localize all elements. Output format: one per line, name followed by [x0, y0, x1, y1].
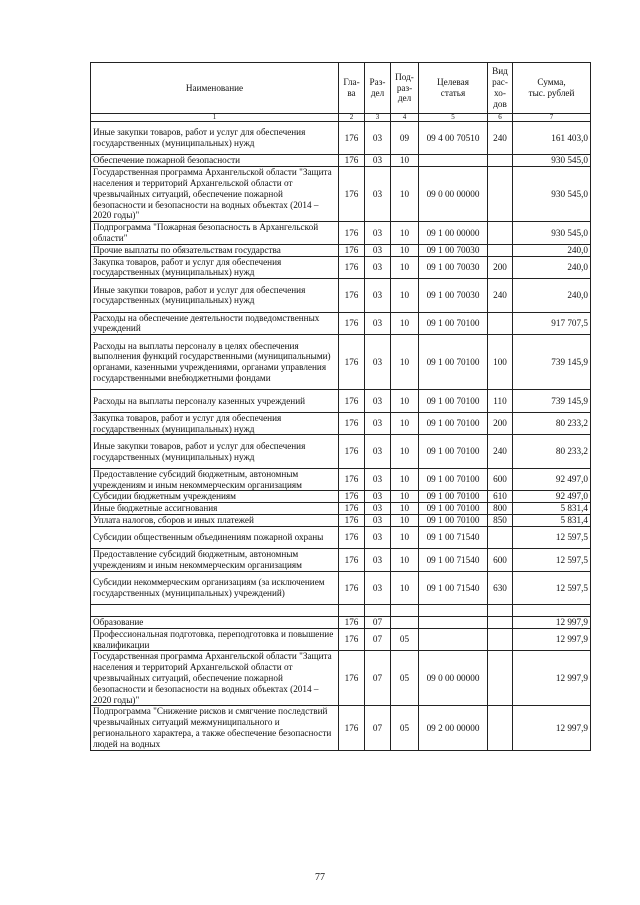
table-row: [91, 167, 591, 222]
row-expense-type: [488, 244, 513, 256]
header-expense-type: Вид рас- хо- дов: [488, 63, 513, 114]
row-subsection: 10: [391, 412, 419, 435]
row-subsection: 05: [391, 628, 419, 651]
row-expense-type: [488, 312, 513, 335]
row-subsection: 10: [391, 244, 419, 256]
row-section: 03: [365, 222, 391, 245]
row-target-article: 09 1 00 70100: [419, 412, 488, 435]
row-name: Прочие выплаты по обязательствам государства: [91, 244, 339, 256]
row-expense-type: [488, 167, 513, 222]
row-name: Государственная программа Архангельской области "Защита населения и территорий Архангельской области от чрезвычайных ситуаций, обеспечение пожарной безопасности и безопасности на водных объектах (2014 – 2020 годы)": [91, 651, 339, 706]
table-row: [91, 279, 591, 312]
row-target-article: 09 1 00 70030: [419, 256, 488, 279]
row-expense-type: [488, 706, 513, 750]
row-chapter: 176: [339, 335, 365, 390]
row-target-article: [419, 605, 488, 617]
row-target-article: [419, 628, 488, 651]
row-name: Подпрограмма "Снижение рисков и смягчение последствий чрезвычайных ситуаций межмуниципального и регионального характера, а также обеспечение безопасности людей на водных: [91, 706, 339, 750]
table-row: [91, 651, 591, 706]
row-name: Профессиональная подготовка, переподготовка и повышение квалификации: [91, 628, 339, 651]
row-subsection: 05: [391, 706, 419, 750]
row-subsection: 09: [391, 122, 419, 155]
row-section: 03: [365, 514, 391, 526]
header-target-article: Целевая статья: [419, 63, 488, 114]
row-sum: 240,0: [513, 244, 591, 256]
row-name: Иные закупки товаров, работ и услуг для обеспечения государственных (муниципальных) нужд: [91, 435, 339, 468]
table-row: [91, 628, 591, 651]
table-row: [91, 390, 591, 413]
table-row: [91, 605, 591, 617]
table-row: [91, 335, 591, 390]
row-expense-type: 240: [488, 279, 513, 312]
row-target-article: [419, 617, 488, 629]
row-chapter: 176: [339, 617, 365, 629]
row-expense-type: 850: [488, 514, 513, 526]
row-expense-type: [488, 617, 513, 629]
row-name: Предоставление субсидий бюджетным, автономным учреждениям и иным некоммерческим организациям: [91, 549, 339, 572]
row-target-article: 09 1 00 70100: [419, 503, 488, 515]
row-name: Расходы на выплаты персоналу казенных учреждений: [91, 390, 339, 413]
row-expense-type: [488, 222, 513, 245]
row-expense-type: [488, 526, 513, 549]
row-section: 07: [365, 628, 391, 651]
row-sum: 12 997,9: [513, 651, 591, 706]
row-subsection: [391, 605, 419, 617]
row-subsection: 10: [391, 256, 419, 279]
row-subsection: 10: [391, 571, 419, 604]
row-sum: 930 545,0: [513, 155, 591, 167]
table-row: [91, 256, 591, 279]
row-subsection: 05: [391, 651, 419, 706]
column-number: 3: [365, 114, 391, 122]
row-sum: 240,0: [513, 279, 591, 312]
column-number: 6: [488, 114, 513, 122]
row-expense-type: 200: [488, 412, 513, 435]
row-sum: 161 403,0: [513, 122, 591, 155]
row-name: Иные закупки товаров, работ и услуг для обеспечения государственных (муниципальных) нужд: [91, 279, 339, 312]
row-section: 03: [365, 390, 391, 413]
row-section: 03: [365, 335, 391, 390]
row-chapter: 176: [339, 651, 365, 706]
header-subsection: Под- раз- дел: [391, 63, 419, 114]
row-target-article: 09 1 00 70100: [419, 468, 488, 491]
row-sum: 739 145,9: [513, 390, 591, 413]
row-name: [91, 605, 339, 617]
row-subsection: 10: [391, 155, 419, 167]
row-chapter: 176: [339, 514, 365, 526]
row-expense-type: [488, 605, 513, 617]
row-name: Субсидии общественным объединениям пожарной охраны: [91, 526, 339, 549]
row-chapter: 176: [339, 503, 365, 515]
row-section: 07: [365, 706, 391, 750]
row-sum: 12 997,9: [513, 628, 591, 651]
row-target-article: 09 1 00 70030: [419, 244, 488, 256]
row-subsection: 10: [391, 279, 419, 312]
row-chapter: 176: [339, 549, 365, 572]
row-expense-type: 240: [488, 122, 513, 155]
row-chapter: 176: [339, 222, 365, 245]
table-row: [91, 526, 591, 549]
column-number: 4: [391, 114, 419, 122]
header-row: [91, 63, 591, 114]
row-name: Государственная программа Архангельской области "Защита населения и территорий Архангельской области от чрезвычайных ситуаций, обеспечение пожарной безопасности и безопасности на водных объектах (2014 – 2020 годы)": [91, 167, 339, 222]
table-row: [91, 222, 591, 245]
row-chapter: 176: [339, 256, 365, 279]
row-name: Субсидии некоммерческим организациям (за исключением государственных (муниципальных) учреждений): [91, 571, 339, 604]
table-row: [91, 491, 591, 503]
page-number: 77: [315, 872, 325, 883]
row-subsection: 10: [391, 491, 419, 503]
row-section: 07: [365, 617, 391, 629]
row-chapter: 176: [339, 468, 365, 491]
row-name: Закупка товаров, работ и услуг для обеспечения государственных (муниципальных) нужд: [91, 256, 339, 279]
row-section: 03: [365, 491, 391, 503]
column-number: 7: [513, 114, 591, 122]
row-sum: 92 497,0: [513, 468, 591, 491]
header-sum: Сумма, тыс. рублей: [513, 63, 591, 114]
row-target-article: 09 4 00 70510: [419, 122, 488, 155]
budget-table-sheet: [90, 62, 590, 751]
row-sum: 92 497,0: [513, 491, 591, 503]
row-name: Предоставление субсидий бюджетным, автономным учреждениям и иным некоммерческим организациям: [91, 468, 339, 491]
row-section: 03: [365, 468, 391, 491]
row-name: Субсидии бюджетным учреждениям: [91, 491, 339, 503]
header-name: Наименование: [91, 63, 339, 114]
table-row: [91, 571, 591, 604]
row-chapter: 176: [339, 571, 365, 604]
budget-table: [90, 62, 591, 751]
row-target-article: 09 1 00 70100: [419, 390, 488, 413]
table-row: [91, 122, 591, 155]
table-row: [91, 312, 591, 335]
row-sum: 12 597,5: [513, 526, 591, 549]
row-expense-type: [488, 628, 513, 651]
row-target-article: 09 1 00 70100: [419, 335, 488, 390]
row-target-article: 09 1 00 70100: [419, 435, 488, 468]
row-target-article: 09 1 00 70030: [419, 279, 488, 312]
column-number: 1: [91, 114, 339, 122]
row-expense-type: [488, 651, 513, 706]
row-section: 03: [365, 167, 391, 222]
row-section: 03: [365, 549, 391, 572]
row-chapter: 176: [339, 526, 365, 549]
row-sum: 5 831,4: [513, 514, 591, 526]
row-sum: 12 997,9: [513, 617, 591, 629]
row-section: [365, 605, 391, 617]
row-target-article: 09 0 00 00000: [419, 167, 488, 222]
row-chapter: 176: [339, 122, 365, 155]
row-subsection: 10: [391, 526, 419, 549]
row-target-article: 09 0 00 00000: [419, 651, 488, 706]
row-subsection: 10: [391, 335, 419, 390]
header-chapter: Гла- ва: [339, 63, 365, 114]
table-body: [91, 122, 591, 751]
row-target-article: 09 1 00 71540: [419, 526, 488, 549]
row-chapter: 176: [339, 706, 365, 750]
row-sum: 930 545,0: [513, 167, 591, 222]
row-name: Иные бюджетные ассигнования: [91, 503, 339, 515]
row-subsection: 10: [391, 468, 419, 491]
row-name: Подпрограмма "Пожарная безопасность в Архангельской области": [91, 222, 339, 245]
row-chapter: 176: [339, 312, 365, 335]
row-sum: 930 545,0: [513, 222, 591, 245]
table-row: [91, 244, 591, 256]
row-section: 03: [365, 503, 391, 515]
table-row: [91, 706, 591, 750]
row-target-article: 09 1 00 71540: [419, 571, 488, 604]
row-target-article: 09 1 00 70100: [419, 312, 488, 335]
row-sum: 12 597,5: [513, 571, 591, 604]
row-name: Образование: [91, 617, 339, 629]
row-expense-type: 100: [488, 335, 513, 390]
table-row: [91, 617, 591, 629]
row-chapter: 176: [339, 390, 365, 413]
row-name: Расходы на выплаты персоналу в целях обеспечения выполнения функций государственными (муниципальными) органами, казенными учреждениями, органами управления государственными внебюджетными фондами: [91, 335, 339, 390]
row-subsection: 10: [391, 549, 419, 572]
row-chapter: 176: [339, 167, 365, 222]
row-chapter: 176: [339, 244, 365, 256]
row-subsection: 10: [391, 435, 419, 468]
row-sum: 12 997,9: [513, 706, 591, 750]
column-number: 2: [339, 114, 365, 122]
row-section: 03: [365, 279, 391, 312]
table-row: [91, 435, 591, 468]
table-row: [91, 155, 591, 167]
row-target-article: 09 1 00 00000: [419, 222, 488, 245]
row-target-article: 09 2 00 00000: [419, 706, 488, 750]
row-section: 03: [365, 312, 391, 335]
table-row: [91, 514, 591, 526]
row-expense-type: 800: [488, 503, 513, 515]
row-chapter: 176: [339, 491, 365, 503]
row-section: 07: [365, 651, 391, 706]
row-section: 03: [365, 122, 391, 155]
row-expense-type: 200: [488, 256, 513, 279]
column-number: 5: [419, 114, 488, 122]
row-chapter: 176: [339, 435, 365, 468]
column-number-row: [91, 114, 591, 122]
table-row: [91, 468, 591, 491]
row-sum: 80 233,2: [513, 412, 591, 435]
row-name: Расходы на обеспечение деятельности подведомственных учреждений: [91, 312, 339, 335]
row-expense-type: 240: [488, 435, 513, 468]
row-expense-type: 610: [488, 491, 513, 503]
table-row: [91, 412, 591, 435]
header-section: Раз- дел: [365, 63, 391, 114]
table-row: [91, 503, 591, 515]
row-section: 03: [365, 412, 391, 435]
row-section: 03: [365, 244, 391, 256]
row-section: 03: [365, 526, 391, 549]
table-row: [91, 549, 591, 572]
row-target-article: 09 1 00 71540: [419, 549, 488, 572]
row-name: Закупка товаров, работ и услуг для обеспечения государственных (муниципальных) нужд: [91, 412, 339, 435]
row-expense-type: [488, 155, 513, 167]
row-section: 03: [365, 571, 391, 604]
row-sum: 917 707,5: [513, 312, 591, 335]
row-subsection: 10: [391, 222, 419, 245]
row-expense-type: 600: [488, 549, 513, 572]
row-chapter: 176: [339, 412, 365, 435]
row-subsection: [391, 617, 419, 629]
row-name: Уплата налогов, сборов и иных платежей: [91, 514, 339, 526]
row-expense-type: 110: [488, 390, 513, 413]
row-subsection: 10: [391, 167, 419, 222]
row-sum: 739 145,9: [513, 335, 591, 390]
row-sum: 240,0: [513, 256, 591, 279]
row-target-article: [419, 155, 488, 167]
row-target-article: 09 1 00 70100: [419, 514, 488, 526]
row-chapter: 176: [339, 279, 365, 312]
row-section: 03: [365, 256, 391, 279]
row-subsection: 10: [391, 503, 419, 515]
row-chapter: [339, 605, 365, 617]
row-subsection: 10: [391, 312, 419, 335]
row-sum: 5 831,4: [513, 503, 591, 515]
row-section: 03: [365, 155, 391, 167]
row-target-article: 09 1 00 70100: [419, 491, 488, 503]
row-sum: 80 233,2: [513, 435, 591, 468]
row-subsection: 10: [391, 514, 419, 526]
row-name: Иные закупки товаров, работ и услуг для обеспечения государственных (муниципальных) нужд: [91, 122, 339, 155]
row-section: 03: [365, 435, 391, 468]
row-expense-type: 600: [488, 468, 513, 491]
row-chapter: 176: [339, 628, 365, 651]
row-sum: [513, 605, 591, 617]
row-chapter: 176: [339, 155, 365, 167]
row-sum: 12 597,5: [513, 549, 591, 572]
row-expense-type: 630: [488, 571, 513, 604]
row-name: Обеспечение пожарной безопасности: [91, 155, 339, 167]
row-subsection: 10: [391, 390, 419, 413]
